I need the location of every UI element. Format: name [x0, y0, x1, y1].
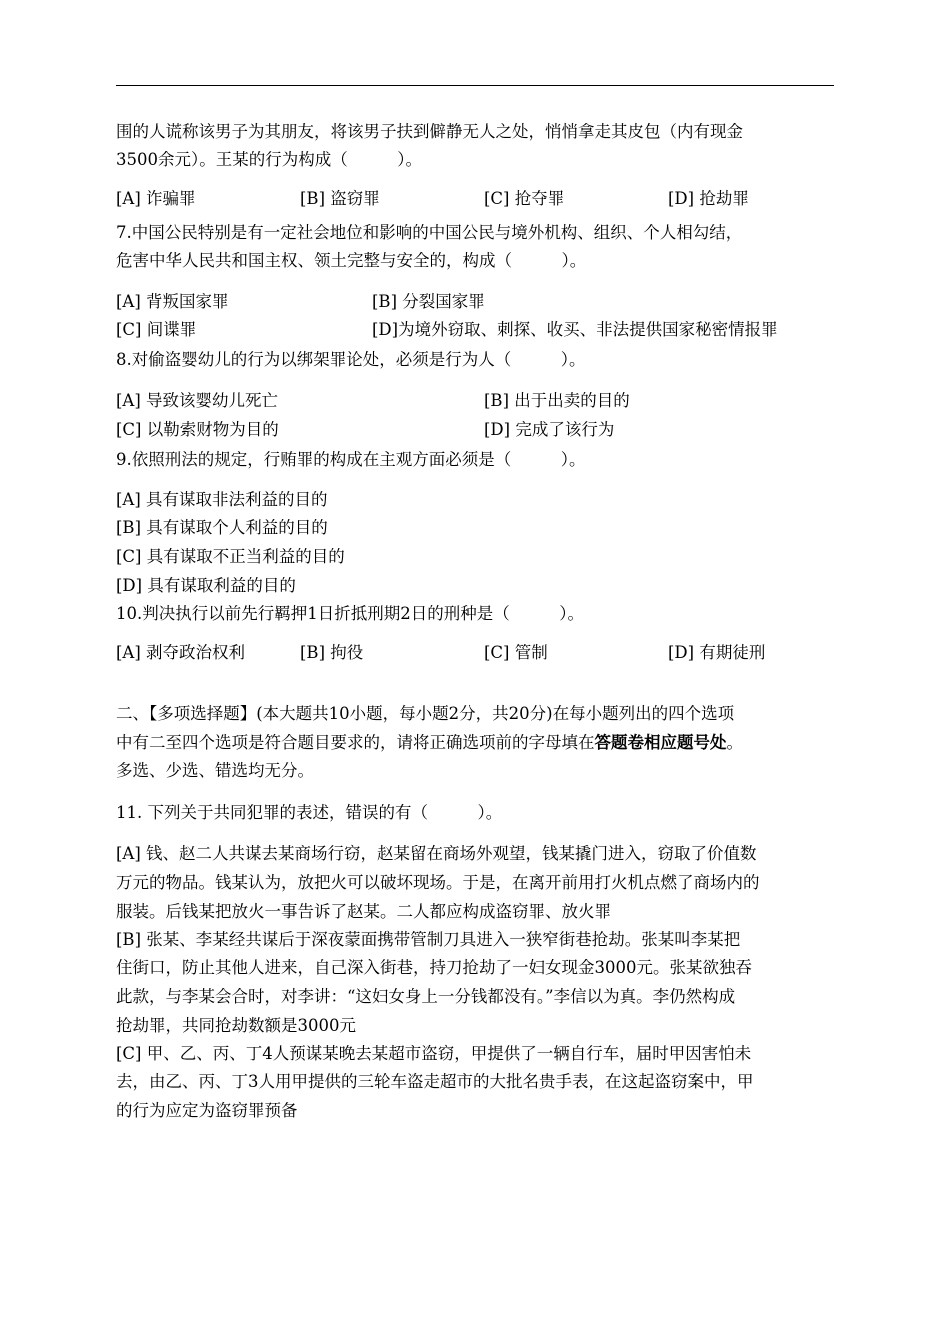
section2-intro-text: 中有二至四个选项是符合题目要求的，请将正确选项前的字母填在 — [116, 733, 595, 752]
q6-option-c: [C] 抢夺罪 — [484, 189, 565, 208]
q9-option-b: [B] 具有谋取个人利益的目的 — [116, 518, 328, 537]
q7-option-b: [B] 分裂国家罪 — [372, 292, 485, 311]
section2-intro-line-3: 多选、少选、错选均无分。 — [116, 761, 314, 780]
q7-stem-line-2: 危害中华人民共和国主权、领土完整与安全的，构成（ ）。 — [116, 251, 587, 270]
q6-stem-line-1: 围的人谎称该男子为其朋友，将该男子扶到僻静无人之处，悄悄拿走其皮包（内有现金 — [116, 122, 743, 141]
q7-option-d: [D]为境外窃取、刺探、收买、非法提供国家秘密情报罪 — [372, 320, 778, 339]
section2-intro-emphasis: 答题卷相应题号处 — [594, 733, 727, 752]
q8-option-a: [A] 导致该婴幼儿死亡 — [116, 391, 279, 410]
q11-option-b-line-3: 此款，与李某会合时，对李讲：“这妇女身上一分钱都没有。”李信以为真。李仍然构成 — [116, 987, 736, 1006]
q10-option-a: [A] 剥夺政治权利 — [116, 643, 246, 662]
q8-option-c: [C] 以勒索财物为目的 — [116, 420, 279, 439]
q10-option-d: [D] 有期徒刑 — [668, 643, 766, 662]
q11-option-a-line-2: 万元的物品。钱某认为，放把火可以破坏现场。于是，在离开前用打火机点燃了商场内的 — [116, 873, 760, 892]
header-rule — [116, 85, 834, 86]
q11-option-b-line-2: 住街口，防止其他人进来，自己深入街巷，持刀抢劫了一妇女现金3000元。张某欲独吞 — [116, 958, 752, 977]
q11-option-c-line-2: 去，由乙、丙、丁3人用甲提供的三轮车盗走超市的大批名贵手表，在这起盗窃案中，甲 — [116, 1072, 754, 1091]
q9-option-c: [C] 具有谋取不正当利益的目的 — [116, 547, 345, 566]
section2-intro-line-1: 二、【多项选择题】(本大题共10小题，每小题2分，共20分)在每小题列出的四个选项 — [116, 704, 735, 723]
q10-option-c: [C] 管制 — [484, 643, 548, 662]
q6-option-d: [D] 抢劫罪 — [668, 189, 749, 208]
q11-option-a-line-3: 服装。后钱某把放火一事告诉了赵某。二人都应构成盗窃罪、放火罪 — [116, 902, 611, 921]
q10-stem: 10.判决执行以前先行羁押1日折抵刑期2日的刑种是（ ）。 — [116, 604, 584, 623]
q11-option-b-line-4: 抢劫罪，共同抢劫数额是3000元 — [116, 1016, 356, 1035]
q11-option-c-line-1: [C] 甲、乙、丙、丁4人预谋某晚去某超市盗窃，甲提供了一辆自行车，届时甲因害怕未 — [116, 1044, 752, 1063]
section2-intro-end: 。 — [726, 733, 743, 752]
q7-option-c: [C] 间谍罪 — [116, 320, 197, 339]
q9-option-d: [D] 具有谋取利益的目的 — [116, 576, 296, 595]
q7-option-a: [A] 背叛国家罪 — [116, 292, 229, 311]
section2-intro-line-2 — [116, 733, 743, 753]
q11-option-c-line-3: 的行为应定为盗窃罪预备 — [116, 1101, 298, 1120]
q9-option-a: [A] 具有谋取非法利益的目的 — [116, 490, 328, 509]
q9-stem: 9.依照刑法的规定，行贿罪的构成在主观方面必须是（ ）。 — [116, 450, 586, 469]
q10-option-b: [B] 拘役 — [300, 643, 364, 662]
q8-option-b: [B] 出于出卖的目的 — [484, 391, 630, 410]
q11-option-a-line-1: [A] 钱、赵二人共谋去某商场行窃，赵某留在商场外观望，钱某撬门进入，窃取了价值数 — [116, 844, 757, 863]
q11-stem: 11. 下列关于共同犯罪的表述，错误的有（ ）。 — [116, 803, 503, 822]
q6-option-a: [A] 诈骗罪 — [116, 189, 196, 208]
q8-option-d: [D] 完成了该行为 — [484, 420, 615, 439]
q6-option-b: [B] 盗窃罪 — [300, 189, 380, 208]
q11-option-b-line-1: [B] 张某、李某经共谋后于深夜蒙面携带管制刀具进入一狭窄街巷抢劫。张某叫李某把 — [116, 930, 741, 949]
q7-stem-line-1: 7.中国公民特别是有一定社会地位和影响的中国公民与境外机构、组织、个人相勾结， — [116, 223, 743, 242]
q6-stem-line-2: 3500余元）。王某的行为构成（ ）。 — [116, 150, 422, 169]
q8-stem: 8.对偷盗婴幼儿的行为以绑架罪论处，必须是行为人（ ）。 — [116, 350, 586, 369]
